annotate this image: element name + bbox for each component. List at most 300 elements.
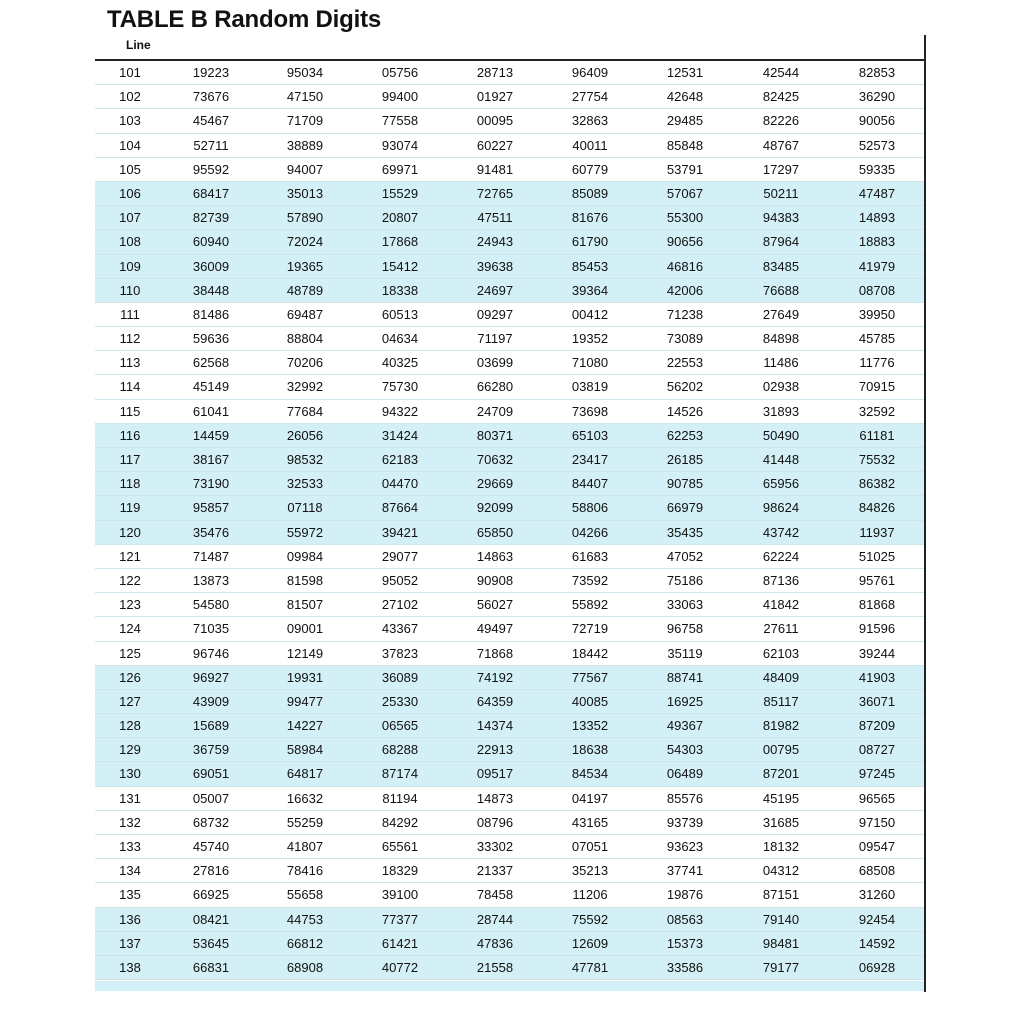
table-row xyxy=(95,496,924,520)
line-number: 108 xyxy=(119,234,141,250)
digit-group: 61421 xyxy=(381,935,419,951)
digit-group: 35476 xyxy=(192,524,230,540)
digit-group: 31685 xyxy=(762,814,800,830)
line-number: 129 xyxy=(119,742,141,758)
digit-group: 90656 xyxy=(666,234,704,250)
digit-group: 53645 xyxy=(192,935,230,951)
digit-group: 09517 xyxy=(476,766,514,782)
table-row xyxy=(95,351,924,375)
digit-group: 07118 xyxy=(287,500,323,516)
digit-group: 81486 xyxy=(192,306,230,322)
digit-group: 55300 xyxy=(666,210,704,226)
digit-group: 45195 xyxy=(762,790,800,806)
digit-group: 38448 xyxy=(192,282,230,298)
digit-group: 65956 xyxy=(762,476,800,492)
digit-group: 85576 xyxy=(666,790,704,806)
digit-group: 22913 xyxy=(476,742,514,758)
digit-group: 45785 xyxy=(858,331,896,347)
digit-group: 57067 xyxy=(666,185,704,201)
digit-group: 14459 xyxy=(192,427,230,443)
line-number: 109 xyxy=(119,258,141,274)
digit-group: 15412 xyxy=(381,258,419,274)
digit-group: 81676 xyxy=(571,210,609,226)
digit-group: 92099 xyxy=(476,500,514,516)
digit-group: 18338 xyxy=(381,282,419,298)
digit-group: 66979 xyxy=(666,500,704,516)
digit-group: 21558 xyxy=(476,959,514,975)
digit-group: 61181 xyxy=(859,427,895,443)
digit-group: 85089 xyxy=(571,185,609,201)
line-number: 117 xyxy=(119,452,141,467)
digit-group: 72024 xyxy=(286,234,324,250)
digit-group: 52573 xyxy=(858,137,896,153)
digit-group: 86382 xyxy=(858,476,896,492)
digit-group: 11776 xyxy=(859,355,895,371)
digit-group: 62103 xyxy=(762,645,800,661)
digit-group: 75730 xyxy=(381,379,419,395)
digit-group: 26056 xyxy=(286,427,324,443)
digit-group: 70206 xyxy=(286,355,324,371)
line-number: 124 xyxy=(119,621,141,637)
digit-group: 73698 xyxy=(571,403,609,419)
digit-group: 41842 xyxy=(762,597,800,613)
table-row xyxy=(95,61,924,85)
digit-group: 29077 xyxy=(381,548,419,564)
digit-group: 27611 xyxy=(763,621,799,637)
digit-group: 71709 xyxy=(286,113,324,129)
line-number: 134 xyxy=(119,863,141,879)
digit-group: 36290 xyxy=(858,89,896,105)
digit-group: 64359 xyxy=(476,693,514,709)
digit-group: 41979 xyxy=(858,258,896,274)
digit-group: 71080 xyxy=(571,355,609,371)
line-number: 103 xyxy=(119,113,141,129)
digit-group: 95592 xyxy=(192,161,230,177)
digit-group: 49367 xyxy=(666,718,704,734)
digit-group: 43165 xyxy=(571,814,609,830)
digit-group: 18442 xyxy=(571,645,609,661)
digit-group: 14592 xyxy=(858,935,896,951)
digit-group: 99477 xyxy=(286,693,324,709)
digit-group: 66831 xyxy=(192,959,230,975)
digit-group: 91481 xyxy=(476,161,514,177)
table-row xyxy=(95,327,924,351)
digit-group: 42006 xyxy=(666,282,704,298)
digit-group: 97245 xyxy=(858,766,896,782)
digit-group: 71487 xyxy=(192,548,230,564)
digit-group: 26185 xyxy=(666,452,704,467)
digit-group: 77377 xyxy=(381,911,419,927)
digit-group: 50490 xyxy=(762,427,800,443)
line-number: 102 xyxy=(119,89,141,105)
digit-group: 79177 xyxy=(762,959,800,975)
digit-group: 82853 xyxy=(858,65,896,80)
digit-group: 02938 xyxy=(762,379,800,395)
digit-group: 69051 xyxy=(192,766,230,782)
digit-group: 59636 xyxy=(192,331,230,347)
digit-group: 96409 xyxy=(571,65,609,80)
digit-group: 55658 xyxy=(286,887,324,903)
digit-group: 91596 xyxy=(858,621,896,637)
digit-group: 23417 xyxy=(571,452,609,467)
digit-group: 12531 xyxy=(666,65,704,80)
digit-group: 66925 xyxy=(192,887,230,903)
digit-group: 74192 xyxy=(476,669,514,685)
digit-group: 71868 xyxy=(476,645,514,661)
digit-group: 82226 xyxy=(762,113,800,129)
line-number: 110 xyxy=(119,282,141,298)
digit-group: 60513 xyxy=(381,306,419,322)
digit-group: 19352 xyxy=(571,331,609,347)
digit-group: 25330 xyxy=(381,693,419,709)
digit-group: 55892 xyxy=(571,597,609,613)
digit-group: 38167 xyxy=(192,452,230,467)
digit-group: 36089 xyxy=(381,669,419,685)
digit-group: 45149 xyxy=(192,379,230,395)
line-number: 135 xyxy=(119,887,141,903)
digit-group: 27754 xyxy=(571,89,609,105)
digit-group: 87174 xyxy=(381,766,419,782)
digit-group: 11937 xyxy=(859,524,895,540)
digit-group: 84534 xyxy=(571,766,609,782)
digit-group: 71238 xyxy=(666,306,704,322)
digit-group: 36071 xyxy=(858,693,896,709)
line-number: 114 xyxy=(119,379,141,395)
digit-group: 79140 xyxy=(762,911,800,927)
table-row xyxy=(95,230,924,254)
digit-group: 40325 xyxy=(381,355,419,371)
digit-group: 33063 xyxy=(666,597,704,613)
digit-group: 33302 xyxy=(476,839,514,854)
digit-group: 14374 xyxy=(476,718,514,734)
line-number: 115 xyxy=(119,403,141,419)
digit-group: 01927 xyxy=(476,89,514,105)
digit-group: 78416 xyxy=(286,863,324,879)
table-row xyxy=(95,134,924,158)
line-number: 123 xyxy=(119,597,141,613)
digit-group: 96565 xyxy=(858,790,896,806)
digit-group: 77567 xyxy=(571,669,609,685)
digit-group: 98624 xyxy=(762,500,800,516)
table-row xyxy=(95,85,924,109)
digit-group: 03819 xyxy=(571,379,609,395)
line-number: 122 xyxy=(119,572,141,588)
digit-group: 51025 xyxy=(858,548,896,564)
table-row xyxy=(95,642,924,666)
digit-group: 18329 xyxy=(381,863,419,879)
digit-group: 71197 xyxy=(477,331,513,347)
digit-group: 59335 xyxy=(858,161,896,177)
digit-group: 75532 xyxy=(858,452,896,467)
digit-group: 33586 xyxy=(666,959,704,975)
digit-group: 17297 xyxy=(762,161,800,177)
digit-group: 06928 xyxy=(858,959,896,975)
digit-group: 15689 xyxy=(192,718,230,734)
digit-group: 64817 xyxy=(286,766,324,782)
digit-group: 99400 xyxy=(381,89,419,105)
digit-group: 85848 xyxy=(666,137,704,153)
digit-group: 69971 xyxy=(381,161,419,177)
digit-group: 07051 xyxy=(571,839,609,854)
digit-group: 37741 xyxy=(666,863,704,879)
digit-group: 47836 xyxy=(476,935,514,951)
digit-group: 95052 xyxy=(381,572,419,588)
digit-group: 22553 xyxy=(666,355,704,371)
table-row xyxy=(95,545,924,569)
digit-group: 00095 xyxy=(476,113,514,129)
digit-group: 15373 xyxy=(666,935,704,951)
digit-group: 65103 xyxy=(571,427,609,443)
line-number: 133 xyxy=(119,839,141,854)
digit-group: 95034 xyxy=(286,65,324,80)
line-number: 104 xyxy=(119,137,141,153)
digit-group: 08796 xyxy=(476,814,514,830)
line-number: 120 xyxy=(119,524,141,540)
digit-group: 04312 xyxy=(762,863,800,879)
digit-group: 39244 xyxy=(858,645,896,661)
table-row xyxy=(95,255,924,279)
digit-group: 43742 xyxy=(762,524,800,540)
digit-group: 14227 xyxy=(286,718,324,734)
digit-group: 39100 xyxy=(381,887,419,903)
digit-group: 60940 xyxy=(192,234,230,250)
digit-group: 27649 xyxy=(762,306,800,322)
digit-group: 77558 xyxy=(381,113,419,129)
digit-group: 61041 xyxy=(192,403,230,419)
digit-group: 84292 xyxy=(381,814,419,830)
digit-group: 45740 xyxy=(192,839,230,854)
digit-group: 39950 xyxy=(858,306,896,322)
digit-group: 13873 xyxy=(192,572,230,588)
digit-group: 19876 xyxy=(666,887,704,903)
line-number: 137 xyxy=(119,935,141,951)
digit-group: 04266 xyxy=(571,524,609,540)
digit-group: 81598 xyxy=(286,572,324,588)
digit-group: 19931 xyxy=(286,669,324,685)
digit-group: 71035 xyxy=(192,621,230,637)
table-row xyxy=(95,448,924,472)
digit-group: 96746 xyxy=(192,645,230,661)
digit-group: 96758 xyxy=(666,621,704,637)
digit-group: 70915 xyxy=(858,379,896,395)
table-row xyxy=(95,375,924,399)
digit-group: 42544 xyxy=(762,65,800,80)
digit-group: 16632 xyxy=(286,790,324,806)
line-number: 112 xyxy=(119,331,141,347)
digit-group: 81194 xyxy=(382,790,418,806)
table-row xyxy=(95,303,924,327)
line-number: 119 xyxy=(119,500,141,516)
digit-group: 13352 xyxy=(571,718,609,734)
table-row xyxy=(95,714,924,738)
digit-group: 88804 xyxy=(286,331,324,347)
digit-group: 94383 xyxy=(762,210,800,226)
digit-group: 27816 xyxy=(192,863,230,879)
digit-group: 52711 xyxy=(193,137,229,153)
digit-group: 82739 xyxy=(192,210,230,226)
table-row xyxy=(95,738,924,762)
digit-group: 11486 xyxy=(763,355,799,371)
digit-group: 32863 xyxy=(571,113,609,129)
digit-group: 09297 xyxy=(476,306,514,322)
digit-group: 36759 xyxy=(192,742,230,758)
digit-group: 65850 xyxy=(476,524,514,540)
table-row xyxy=(95,279,924,303)
digit-group: 70632 xyxy=(476,452,514,467)
digit-group: 93623 xyxy=(666,839,704,854)
digit-group: 49497 xyxy=(476,621,514,637)
table-row xyxy=(95,182,924,206)
line-number: 126 xyxy=(119,669,141,685)
digit-group: 40085 xyxy=(571,693,609,709)
line-number: 116 xyxy=(119,427,141,443)
digit-group: 42648 xyxy=(666,89,704,105)
digit-group: 55259 xyxy=(286,814,324,830)
table-row xyxy=(95,883,924,907)
digit-group: 72719 xyxy=(571,621,609,637)
digit-group: 47781 xyxy=(571,959,609,975)
digit-group: 62568 xyxy=(192,355,230,371)
digit-group: 47487 xyxy=(858,185,896,201)
digit-group: 92454 xyxy=(858,911,896,927)
digit-group: 77684 xyxy=(286,403,324,419)
digit-group: 24697 xyxy=(476,282,514,298)
table-row xyxy=(95,690,924,714)
line-number: 127 xyxy=(119,693,141,709)
digit-group: 31260 xyxy=(858,887,896,903)
digit-group: 24943 xyxy=(476,234,514,250)
table-row xyxy=(95,787,924,811)
digit-group: 66812 xyxy=(286,935,324,951)
digit-group: 95761 xyxy=(858,572,896,588)
digit-group: 81868 xyxy=(858,597,896,613)
line-number: 125 xyxy=(119,645,141,661)
digit-group: 61790 xyxy=(571,234,609,250)
digit-group: 20807 xyxy=(381,210,419,226)
digit-group: 50211 xyxy=(763,185,799,201)
digit-group: 06565 xyxy=(381,718,419,734)
digit-group: 38889 xyxy=(286,137,324,153)
digit-group: 24709 xyxy=(476,403,514,419)
digit-group: 14526 xyxy=(666,403,704,419)
line-number: 138 xyxy=(119,959,141,975)
table-row xyxy=(95,908,924,932)
digit-group: 28713 xyxy=(476,65,514,80)
digit-group: 48767 xyxy=(762,137,800,153)
digit-group: 75186 xyxy=(666,572,704,588)
digit-group: 87964 xyxy=(762,234,800,250)
digit-group: 68288 xyxy=(381,742,419,758)
digit-group: 00412 xyxy=(571,306,609,322)
digit-group: 47511 xyxy=(477,210,513,226)
digit-group: 29669 xyxy=(476,476,514,492)
digit-group: 93739 xyxy=(666,814,704,830)
digit-group: 04470 xyxy=(381,476,419,492)
digit-group: 81982 xyxy=(762,718,800,734)
digit-group: 73190 xyxy=(192,476,230,492)
digit-group: 04634 xyxy=(381,331,419,347)
table-row xyxy=(95,158,924,182)
table-row xyxy=(95,109,924,133)
digit-group: 60779 xyxy=(571,161,609,177)
digit-group: 08708 xyxy=(858,282,896,298)
digit-group: 06489 xyxy=(666,766,704,782)
digit-group: 56202 xyxy=(666,379,704,395)
digit-group: 53791 xyxy=(666,161,704,177)
digit-group: 39638 xyxy=(476,258,514,274)
table-row xyxy=(95,762,924,786)
table-row xyxy=(95,521,924,545)
digit-group: 73592 xyxy=(571,572,609,588)
digit-group: 39421 xyxy=(381,524,419,540)
digit-group: 18638 xyxy=(571,742,609,758)
digit-group: 41448 xyxy=(762,452,800,467)
digit-group: 11206 xyxy=(572,887,608,903)
digit-group: 32533 xyxy=(286,476,324,492)
digit-group: 09001 xyxy=(286,621,324,637)
digit-group: 68508 xyxy=(858,863,896,879)
digit-group: 46816 xyxy=(666,258,704,274)
digit-group: 81507 xyxy=(286,597,324,613)
digit-group: 35213 xyxy=(571,863,609,879)
table-row xyxy=(95,424,924,448)
digit-group: 35435 xyxy=(666,524,704,540)
digit-group: 68417 xyxy=(192,185,230,201)
digit-group: 87201 xyxy=(762,766,800,782)
digit-group: 18883 xyxy=(858,234,896,250)
digit-group: 00795 xyxy=(762,742,800,758)
digit-group: 03699 xyxy=(476,355,514,371)
table-row xyxy=(95,206,924,230)
digit-group: 58984 xyxy=(286,742,324,758)
digit-group: 19365 xyxy=(286,258,324,274)
digit-group: 68732 xyxy=(192,814,230,830)
digit-group: 78458 xyxy=(476,887,514,903)
digit-group: 04197 xyxy=(571,790,609,806)
digit-group: 12609 xyxy=(571,935,609,951)
digit-group: 73676 xyxy=(192,89,230,105)
digit-group: 47150 xyxy=(286,89,324,105)
digit-group: 31893 xyxy=(762,403,800,419)
line-number: 105 xyxy=(119,161,141,177)
digit-group: 98532 xyxy=(286,452,324,467)
table-row xyxy=(95,617,924,641)
digit-group: 48789 xyxy=(286,282,324,298)
line-number: 130 xyxy=(119,766,141,782)
digit-group: 72765 xyxy=(476,185,514,201)
digit-group: 88741 xyxy=(666,669,704,685)
digit-group: 87209 xyxy=(858,718,896,734)
right-rule xyxy=(924,35,926,992)
digit-group: 84407 xyxy=(571,476,609,492)
digit-group: 09547 xyxy=(858,839,896,854)
digit-group: 14863 xyxy=(476,548,514,564)
digit-group: 41903 xyxy=(858,669,896,685)
digit-group: 17868 xyxy=(381,234,419,250)
table-row xyxy=(95,569,924,593)
digit-group: 40772 xyxy=(381,959,419,975)
digit-group: 14893 xyxy=(858,210,896,226)
table-row xyxy=(95,811,924,835)
digit-group: 75592 xyxy=(571,911,609,927)
digit-group: 08563 xyxy=(666,911,704,927)
digit-group: 21337 xyxy=(476,863,514,879)
digit-group: 65561 xyxy=(381,839,419,854)
digit-group: 43367 xyxy=(381,621,419,637)
digit-group: 05756 xyxy=(381,65,419,80)
digit-group: 32592 xyxy=(858,403,896,419)
digit-group: 87136 xyxy=(762,572,800,588)
